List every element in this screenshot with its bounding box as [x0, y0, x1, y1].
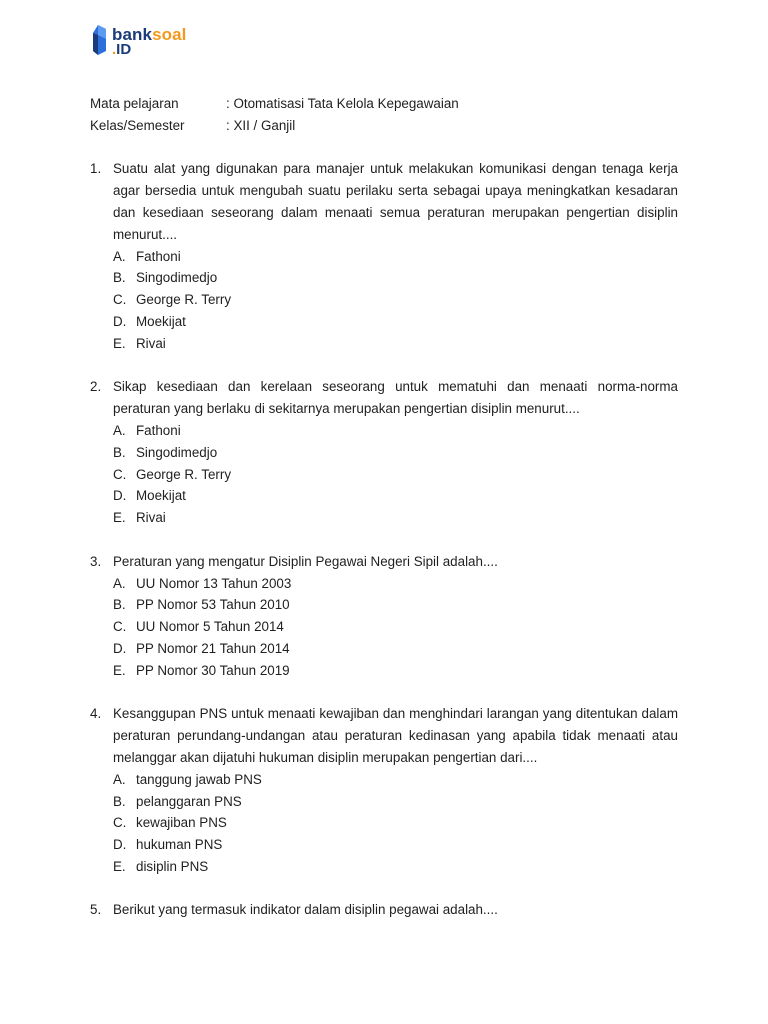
- answer-option: [113, 311, 678, 333]
- answer-option: [113, 464, 678, 486]
- option-letter: B.: [113, 597, 126, 613]
- option-text: tanggung jawab PNS: [136, 771, 262, 787]
- answer-option: [113, 246, 678, 268]
- option-text: George R. Terry: [136, 292, 232, 308]
- answer-option: [113, 442, 678, 464]
- option-text: PP Nomor 53 Tahun 2010: [136, 597, 290, 613]
- option-text: Moekijat: [136, 313, 186, 329]
- option-text: George R. Terry: [136, 466, 232, 482]
- question-text: Kesanggupan PNS untuk menaati kewajiban dan menghindari larangan yang ditentukan dalam peraturan perundang-undangan atau peraturan kedinasan yang apabila tidak menaati atau melanggar akan dijatuhi hukuman disiplin merupakan pengertian dari....: [113, 706, 678, 765]
- question-body: [113, 376, 678, 529]
- logo-id-text: ID: [116, 41, 132, 58]
- answer-option: [113, 507, 678, 529]
- answer-option: [113, 420, 678, 442]
- option-text: UU Nomor 13 Tahun 2003: [136, 575, 292, 591]
- banksoal-logo: [92, 24, 202, 60]
- question-body: [113, 551, 678, 682]
- question-item: [90, 376, 678, 529]
- option-text: disiplin PNS: [136, 858, 209, 874]
- option-letter: C.: [113, 466, 127, 482]
- logo-id: [112, 41, 131, 58]
- option-text: Rivai: [136, 335, 166, 351]
- question-number: 2.: [90, 379, 102, 395]
- answer-option: [113, 812, 678, 834]
- meta-label-class: Kelas/Semester: [90, 117, 185, 133]
- option-text: Singodimedjo: [136, 270, 218, 286]
- option-letter: C.: [113, 619, 127, 635]
- option-text: Rivai: [136, 510, 166, 526]
- answer-option: [113, 333, 678, 355]
- logo-word-soal: soal: [152, 25, 187, 44]
- question-list: [90, 158, 678, 921]
- option-letter: E.: [113, 335, 126, 351]
- answer-option: [113, 289, 678, 311]
- option-letter: D.: [113, 640, 127, 656]
- question-text: Berikut yang termasuk indikator dalam disiplin pegawai adalah....: [113, 902, 498, 918]
- question-number: 3.: [90, 553, 102, 569]
- question-text: Peraturan yang mengatur Disiplin Pegawai Negeri Sipil adalah....: [113, 553, 498, 569]
- answer-option: [113, 791, 678, 813]
- option-text: kewajiban PNS: [136, 815, 227, 831]
- answer-option: [113, 616, 678, 638]
- question-number: 1.: [90, 161, 102, 177]
- meta-label-subject: Mata pelajaran: [90, 96, 179, 111]
- option-letter: E.: [113, 510, 126, 526]
- option-letter: E.: [113, 858, 126, 874]
- option-letter: A.: [113, 575, 126, 591]
- option-letter: B.: [113, 444, 126, 460]
- question-item: [90, 899, 678, 921]
- answer-option: [113, 594, 678, 616]
- option-letter: E.: [113, 662, 126, 678]
- option-letter: C.: [113, 292, 127, 308]
- worksheet: [90, 93, 678, 921]
- answer-option: [113, 660, 678, 682]
- option-letter: B.: [113, 793, 126, 809]
- option-text: hukuman PNS: [136, 837, 223, 853]
- option-text: PP Nomor 30 Tahun 2019: [136, 662, 290, 678]
- answer-option: [113, 638, 678, 660]
- option-letter: C.: [113, 815, 127, 831]
- answer-option: [113, 267, 678, 289]
- meta-row-class: [90, 115, 678, 137]
- option-text: pelanggaran PNS: [136, 793, 242, 809]
- question-item: [90, 551, 678, 682]
- logo-id-dot: .: [112, 41, 117, 58]
- meta-value-subject: : Otomatisasi Tata Kelola Kepegawaian: [226, 96, 459, 111]
- question-text: Suatu alat yang digunakan para manajer untuk melakukan komunikasi dengan tenaga kerja agar bersedia untuk mengubah suatu perilaku serta sebagai upaya meningkatkan kesadaran dan kesediaan seseorang dalam menaati semua peraturan merupakan pengertian disiplin menurut....: [113, 161, 678, 242]
- answer-option: [113, 769, 678, 791]
- answer-option: [113, 856, 678, 878]
- option-text: Fathoni: [136, 248, 181, 264]
- question-number: 5.: [90, 902, 102, 918]
- question-item: [90, 703, 678, 877]
- meta-row-subject: [90, 93, 678, 115]
- question-number: 4.: [90, 706, 102, 722]
- option-text: UU Nomor 5 Tahun 2014: [136, 619, 284, 635]
- answer-option: [113, 834, 678, 856]
- logo-word-bank: bank: [112, 25, 153, 44]
- question-text: Sikap kesediaan dan kerelaan seseorang untuk mematuhi dan menaati norma-norma peraturan yang berlaku di sekitarnya merupakan pengertian disiplin menurut....: [113, 379, 678, 417]
- option-letter: D.: [113, 837, 127, 853]
- option-text: PP Nomor 21 Tahun 2014: [136, 640, 290, 656]
- option-letter: A.: [113, 422, 126, 438]
- option-text: Moekijat: [136, 488, 186, 504]
- banksoal-logo-icon: [92, 25, 108, 55]
- option-text: Fathoni: [136, 422, 181, 438]
- answer-option: [113, 485, 678, 507]
- question-item: [90, 158, 678, 354]
- question-body: [113, 703, 678, 877]
- question-body: [113, 899, 678, 921]
- meta-value-class: : XII / Ganjil: [226, 117, 296, 133]
- answer-option: [113, 573, 678, 595]
- option-text: Singodimedjo: [136, 444, 218, 460]
- option-letter: B.: [113, 270, 126, 286]
- option-letter: A.: [113, 248, 126, 264]
- question-body: [113, 158, 678, 354]
- option-letter: D.: [113, 313, 127, 329]
- option-letter: A.: [113, 771, 126, 787]
- option-letter: D.: [113, 488, 127, 504]
